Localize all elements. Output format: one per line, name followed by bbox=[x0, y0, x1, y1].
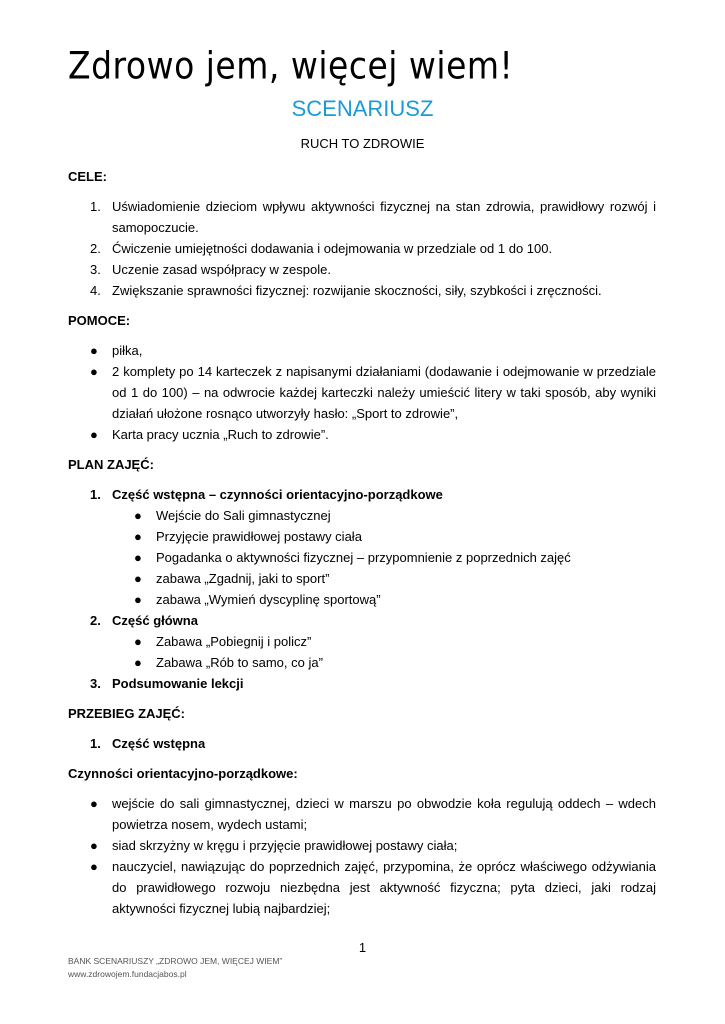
footer bbox=[68, 955, 282, 981]
list-item: ● siad skrzyżny w kręgu i przyjęcie prawidłowej postawy ciała; bbox=[68, 835, 656, 856]
bullet-icon: ● bbox=[134, 571, 142, 586]
list-item: ● Zabawa „Pobiegnij i policz” bbox=[68, 631, 656, 652]
bullet-icon: ● bbox=[134, 592, 142, 607]
list-item: ● nauczyciel, nawiązując do poprzednich zajęć, przypomina, że oprócz właściwego odżywiania do prawidłowego rozwoju niezbędna jest aktywność fizyczna; pyta dzieci, jaki rodzaj aktywności fizycznej lubią najbardziej; bbox=[68, 856, 656, 919]
plan-section-3: 3. Podsumowanie lekcji bbox=[90, 676, 244, 691]
przebieg-list bbox=[68, 793, 656, 919]
document-body bbox=[68, 166, 656, 919]
przebieg-section-1: 1. Część wstępna bbox=[90, 736, 206, 751]
list-item: ● Wejście do Sali gimnastycznej bbox=[68, 505, 656, 526]
list-item: ● zabawa „Zgadnij, jaki to sport” bbox=[68, 568, 656, 589]
cele-heading: CELE: bbox=[68, 169, 107, 184]
bullet-icon: ● bbox=[134, 655, 142, 670]
cele-list bbox=[68, 196, 656, 301]
przebieg-heading: PRZEBIEG ZAJĘĆ: bbox=[68, 706, 186, 721]
footer-link[interactable]: www.zdrowojem.fundacjabos.pl bbox=[68, 969, 187, 979]
list-item: ● wejście do sali gimnastycznej, dzieci w marszu po obwodzie koła regulują oddech – wdech powietrza nosem, wydech ustami; bbox=[68, 793, 656, 835]
bullet-icon: ● bbox=[134, 529, 142, 544]
przebieg-subheading: Czynności orientacyjno-porządkowe: bbox=[68, 766, 298, 781]
title-text: SCENARIUSZ bbox=[291, 96, 434, 121]
list-item: ● Karta pracy ucznia „Ruch to zdrowie”. bbox=[68, 424, 656, 445]
page-title bbox=[0, 96, 725, 122]
bullet-icon: ● bbox=[90, 796, 98, 811]
list-item: ● Pogadanka o aktywności fizycznej – przypomnienie z poprzednich zajęć bbox=[68, 547, 656, 568]
bullet-icon: ● bbox=[134, 634, 142, 649]
bullet-icon: ● bbox=[134, 508, 142, 523]
list-item: ● Zabawa „Rób to samo, co ja” bbox=[68, 652, 656, 673]
bullet-icon: ● bbox=[90, 838, 98, 853]
pomoce-heading: POMOCE: bbox=[68, 313, 131, 328]
list-item: ● 2 komplety po 14 karteczek z napisanymi działaniami (dodawanie i odejmowanie w przedziale od 1 do 100) – na odwrocie każdej karteczki należy umieścić litery w taki sposób, aby wyniki działań ułożone rosnąco utworzyły hasło: „Sport to zdrowie”, bbox=[68, 361, 656, 424]
list-item: 3. Uczenie zasad współpracy w zespole. bbox=[90, 262, 331, 277]
plan-section-2: 2. Część główna bbox=[90, 613, 198, 628]
bullet-icon: ● bbox=[90, 364, 98, 379]
list-item: ● piłka, bbox=[68, 340, 656, 361]
plan-section-1: 1. Część wstępna – czynności orientacyjno-porządkowe bbox=[90, 487, 443, 502]
list-item: 4. Zwiększanie sprawności fizycznej: rozwijanie skoczności, siły, szybkości i zręczności. bbox=[90, 283, 602, 298]
bullet-icon: ● bbox=[90, 859, 98, 874]
list-item: 1. Uświadomienie dzieciom wpływu aktywności fizycznej na stan zdrowia, prawidłowy rozwój i samopoczucie. bbox=[90, 199, 656, 235]
pomoce-list bbox=[68, 340, 656, 445]
plan-section-1-list bbox=[68, 505, 656, 610]
footer-line-1: BANK SCENARIUSZY „ZDROWO JEM, WIĘCEJ WIEM” bbox=[68, 956, 283, 966]
plan-heading: PLAN ZAJĘĆ: bbox=[68, 457, 154, 472]
logo: Zdrowo jem, więcej wiem! bbox=[68, 44, 514, 88]
plan-section-2-list bbox=[68, 631, 656, 673]
list-item: ● Przyjęcie prawidłowej postawy ciała bbox=[68, 526, 656, 547]
page-subtitle: RUCH TO ZDROWIE bbox=[300, 136, 425, 151]
page-number: 1 bbox=[358, 940, 367, 955]
list-item: ● zabawa „Wymień dyscyplinę sportową” bbox=[68, 589, 656, 610]
bullet-icon: ● bbox=[90, 343, 98, 358]
bullet-icon: ● bbox=[90, 427, 98, 442]
list-item: 2. Ćwiczenie umiejętności dodawania i odejmowania w przedziale od 1 do 100. bbox=[90, 241, 553, 256]
bullet-icon: ● bbox=[134, 550, 142, 565]
